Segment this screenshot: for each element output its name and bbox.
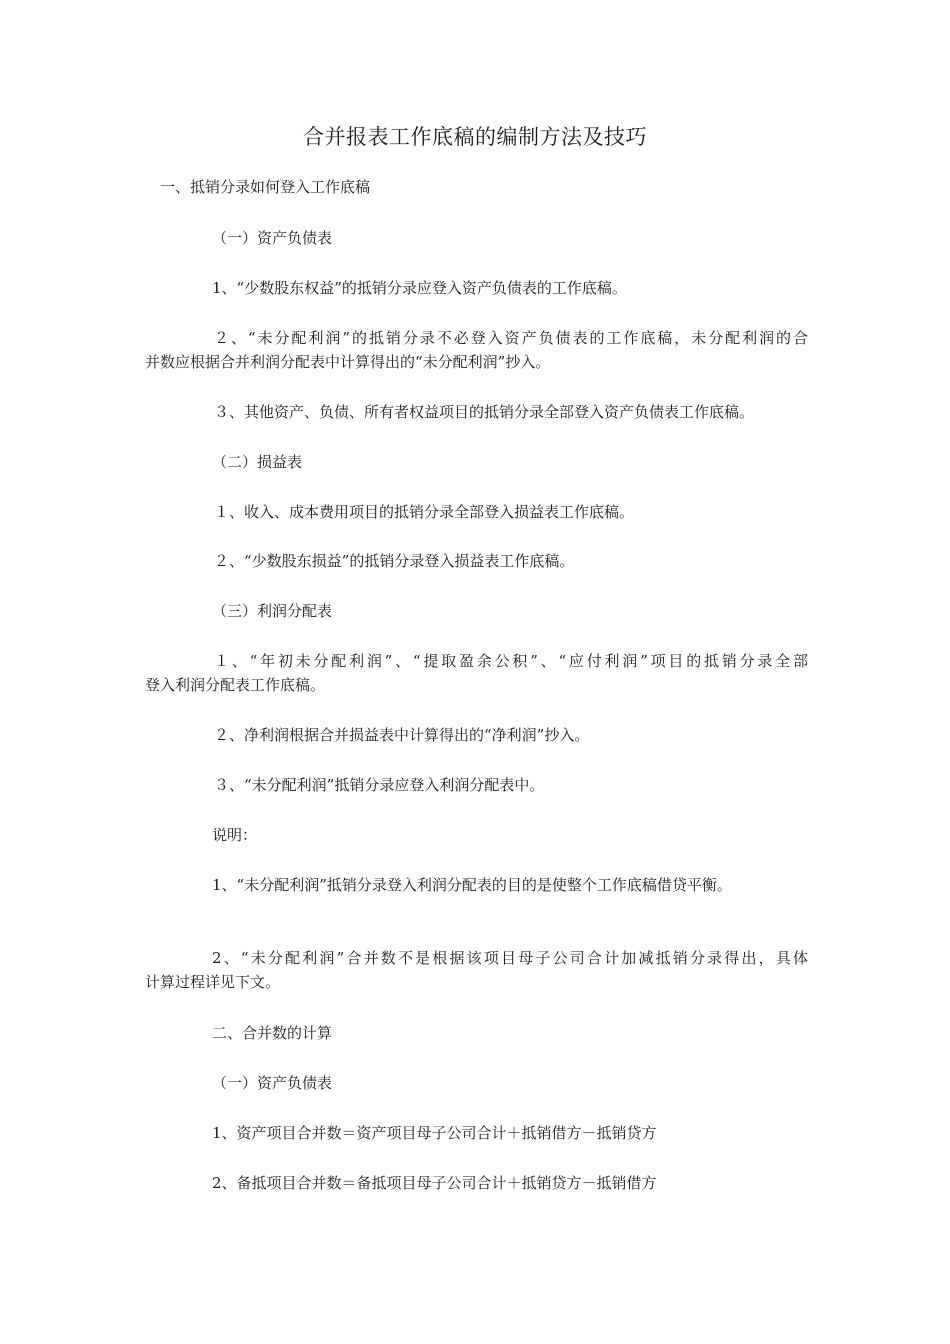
- paragraph: １、“年初未分配利润”、“提取盈余公积”、“应付利润”项目的抵销分录全部: [214, 652, 808, 670]
- section-heading-1: 一、抵销分录如何登入工作底稿: [160, 178, 371, 196]
- paragraph: 2、“未分配利润”合并数不是根据该项目母子公司合计加减抵销分录得出，具体: [212, 949, 808, 967]
- paragraph-continued: 登入利润分配表工作底稿。: [145, 676, 326, 694]
- subsection-heading: （二）损益表: [212, 453, 303, 471]
- formula-line: 2、备抵项目合并数＝备抵项目母子公司合计＋抵销贷方－抵销借方: [212, 1174, 657, 1192]
- section-heading-2: 二、合并数的计算: [212, 1024, 333, 1042]
- paragraph: ２、“少数股东损益”的抵销分录登入损益表工作底稿。: [214, 552, 575, 570]
- paragraph: ３、“未分配利润”抵销分录应登入利润分配表中。: [214, 776, 545, 794]
- paragraph: ３、其他资产、负债、所有者权益项目的抵销分录全部登入资产负债表工作底稿。: [214, 403, 755, 421]
- paragraph: 1、“未分配利润”抵销分录登入利润分配表的目的是使整个工作底稿借贷平衡。: [212, 876, 732, 894]
- paragraph: ２、“未分配利润”的抵销分录不必登入资产负债表的工作底稿，未分配利润的合: [214, 329, 808, 347]
- paragraph-continued: 并数应根据合并利润分配表中计算得出的“未分配利润”抄入。: [145, 353, 551, 371]
- paragraph: 1、“少数股东权益”的抵销分录应登入资产负债表的工作底稿。: [212, 279, 627, 297]
- note-heading: 说明：: [212, 826, 258, 844]
- subsection-heading: （三）利润分配表: [212, 602, 333, 620]
- subsection-heading: （一）资产负债表: [212, 229, 333, 247]
- paragraph-continued: 计算过程详见下文。: [145, 973, 281, 991]
- subsection-heading: （一）资产负债表: [212, 1074, 333, 1092]
- paragraph: １、收入、成本费用项目的抵销分录全部登入损益表工作底稿。: [214, 503, 635, 521]
- document-title: 合并报表工作底稿的编制方法及技巧: [303, 125, 647, 149]
- formula-line: 1、资产项目合并数＝资产项目母子公司合计＋抵销借方－抵销贷方: [212, 1124, 657, 1142]
- paragraph: ２、净利润根据合并损益表中计算得出的“净利润”抄入。: [214, 726, 590, 744]
